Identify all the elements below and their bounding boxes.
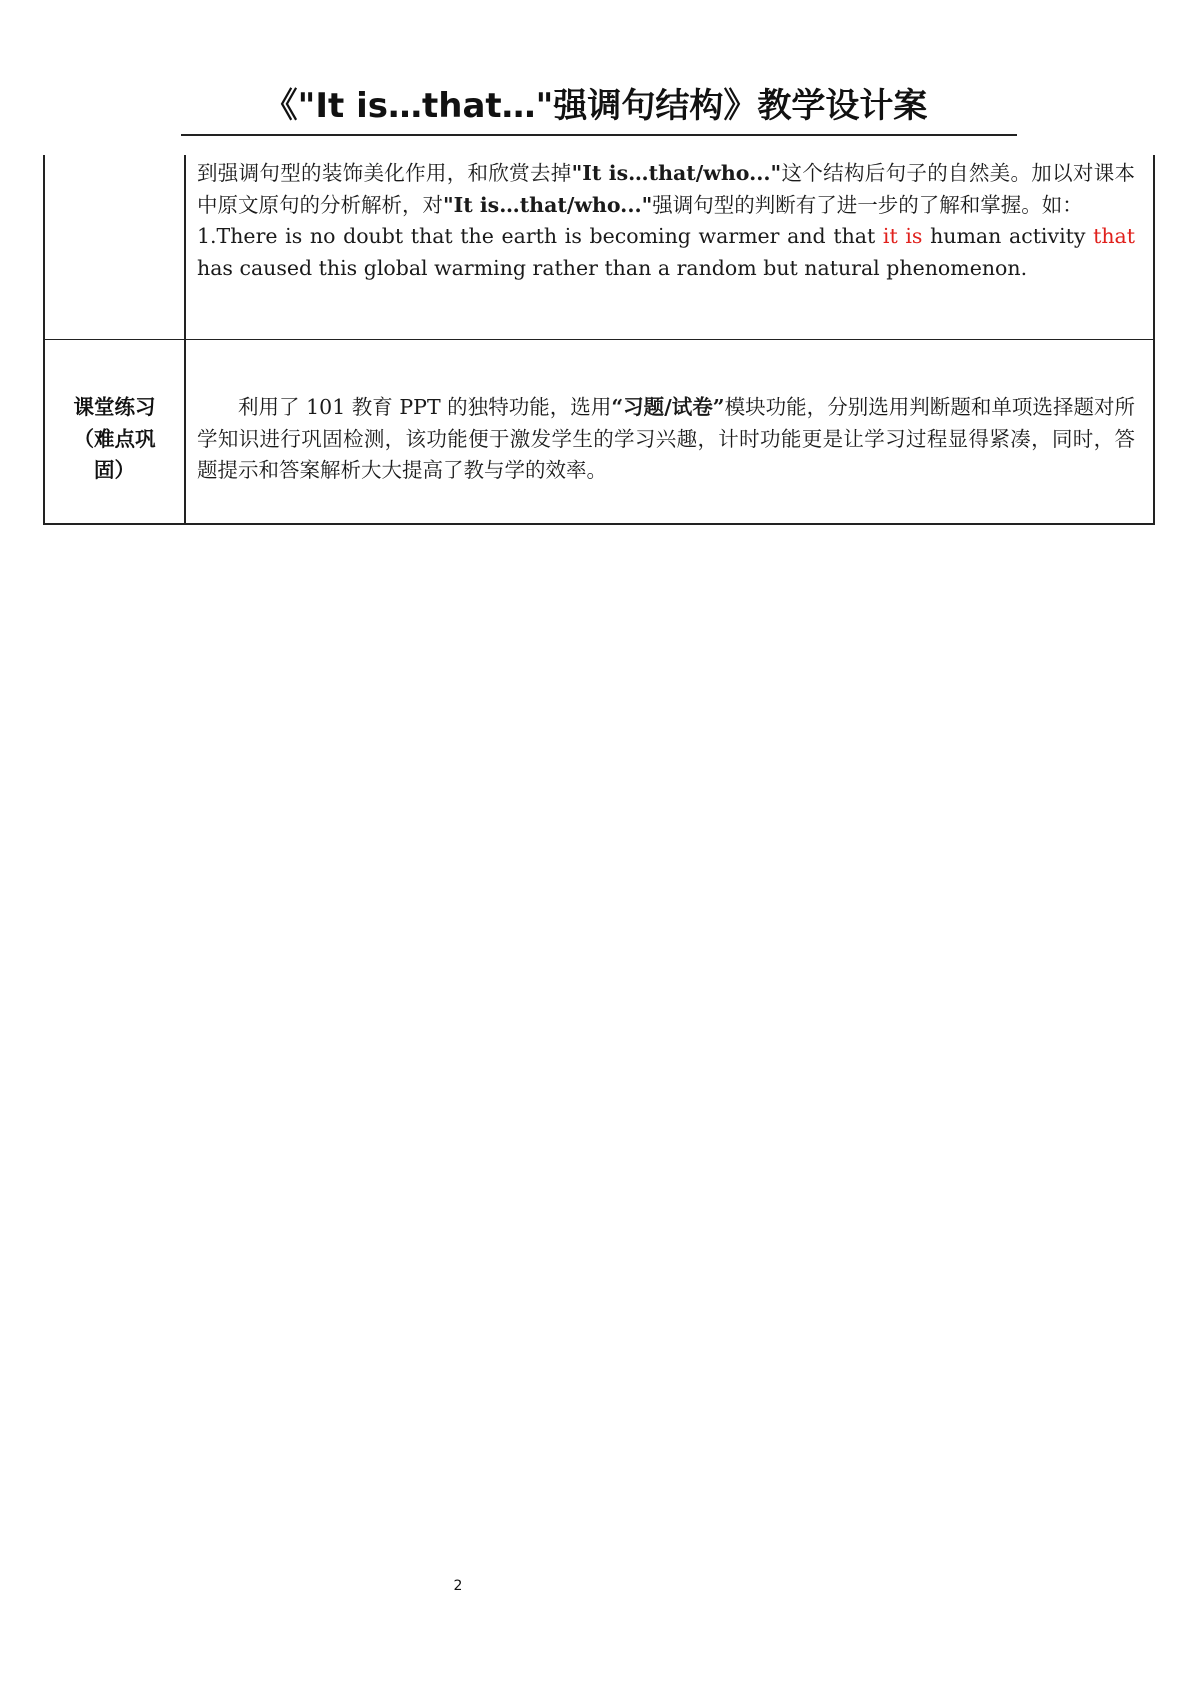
text-segment: 到强调句型的装饰美化作用，和欣赏去掉: [197, 161, 572, 185]
bold-phrase: “习题/试卷”: [611, 395, 725, 419]
bold-phrase: "It is…that/who...": [571, 161, 782, 185]
row-content-cell: [185, 155, 1154, 340]
row-label: 课堂练习 （难点巩 固）: [73, 395, 156, 482]
table-row-practice: [44, 340, 1154, 525]
text-segment: 强调句型的判断有了进一步的了解和掌握。如：: [652, 192, 1083, 217]
example-sentence: 1.There is no doubt that the earth is becoming warmer and that it is human activity that has caused this global warming rather than a random but natural phenomenon.: [197, 224, 1136, 280]
lesson-plan-table: [43, 155, 1155, 525]
page-title: 《"It is…that…"强调句结构》教学设计案: [263, 86, 928, 126]
text-segment: 这个结构后句子的自然美。: [781, 161, 1032, 185]
highlight-that: that: [1093, 224, 1136, 248]
practice-paragraph: 利用了 101 教育 PPT 的独特功能，选用“习题/试卷”模块功能，分别选用判断题和单项选择题对所学知识进行巩固检测，该功能便于激发学生的学习兴趣，计时功能更是让学习过程显得紧凑，同时，答题提示和答案解析大大提高了教与学的效率。: [197, 395, 1136, 482]
row-content-cell: [185, 340, 1154, 525]
bold-phrase: "It is…that/who...": [443, 192, 653, 217]
continuation-paragraph: [186, 155, 1153, 339]
table-row-continuation: [44, 155, 1154, 340]
highlight-it-is: it is: [882, 224, 923, 248]
text-segment: 加以对课本中原文原句的分析解析，对: [197, 161, 1136, 217]
page-number: 2: [453, 1578, 463, 1594]
title-underline: [181, 134, 1017, 136]
row-label-cell-empty: [44, 155, 185, 340]
row-label-cell: [44, 340, 185, 525]
